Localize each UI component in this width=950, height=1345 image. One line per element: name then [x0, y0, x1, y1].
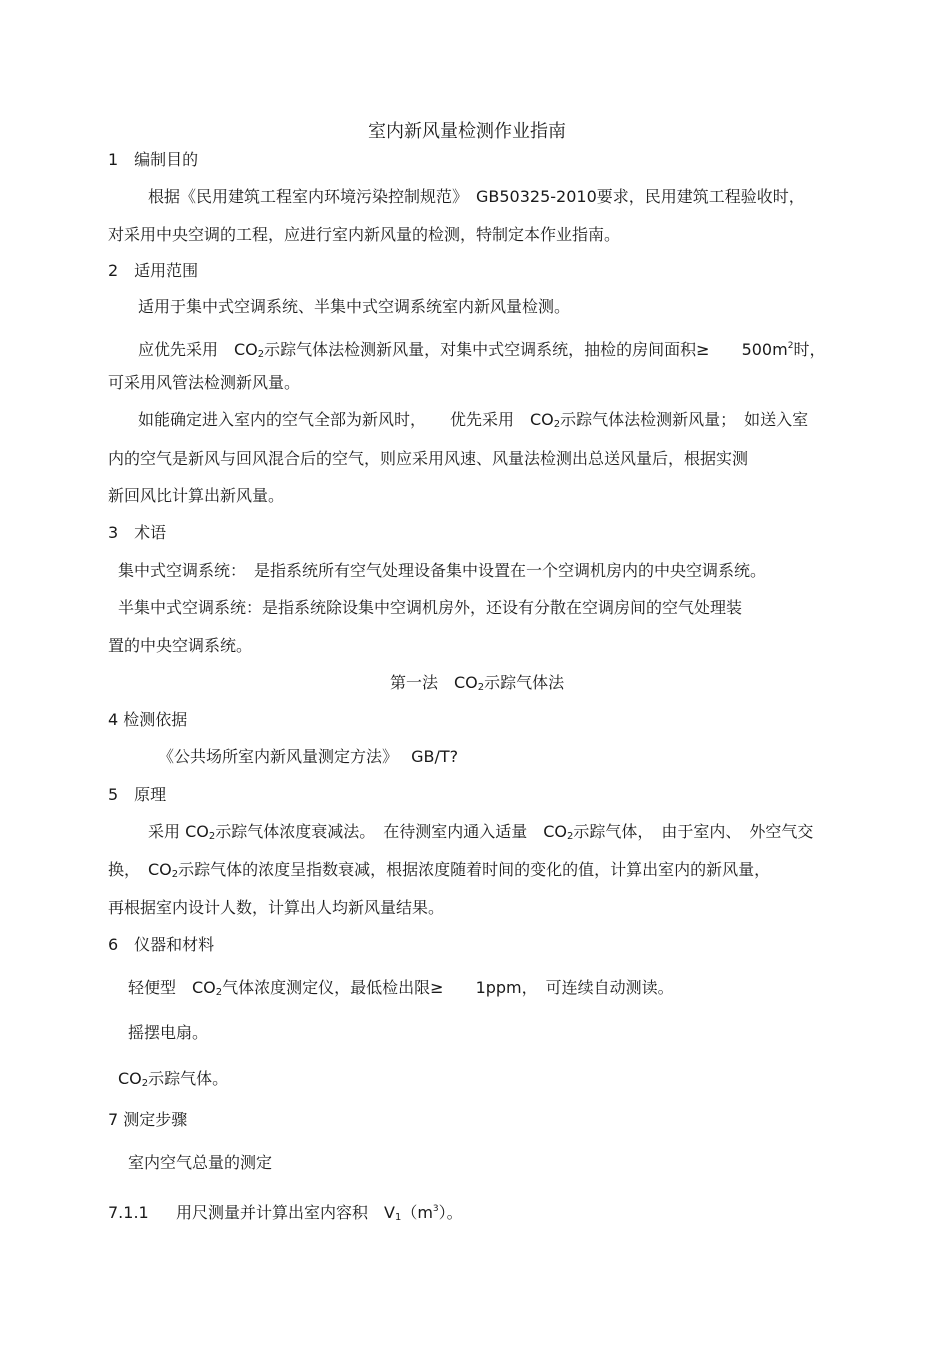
text: 示踪气体的浓度呈指数衰减，根据浓度随着时间的变化的值，计算出室内的新风量， [178, 860, 771, 879]
page-title: 室内新风量检测作业指南 [368, 121, 566, 142]
step-7-1-1 [108, 1199, 463, 1228]
text: 示踪气体， 由于室内、 外空气交 [573, 822, 814, 841]
method-1-title [390, 673, 564, 698]
section-4-para: 《公共场所室内新风量测定方法》 GB/T? [158, 747, 459, 766]
text: （m [401, 1203, 433, 1222]
section-5-line-3: 再根据室内设计人数，计算出人均新风量结果。 [108, 898, 445, 917]
instrument-3 [118, 1069, 228, 1094]
text: 换， CO [108, 860, 172, 879]
text: 如能确定进入室内的空气全部为新风时， 优先采用 CO [138, 410, 554, 429]
subscript: 1 [394, 1212, 402, 1223]
text: 示踪气体浓度衰减法。 在待测室内通入适量 CO [215, 822, 568, 841]
text: 用尺测量并计算出室内容积 V [176, 1203, 395, 1222]
section-6-heading: 6 仪器和材料 [108, 935, 215, 954]
subscript: 2 [141, 1078, 149, 1089]
section-1-line-2: 对采用中央空调的工程，应进行室内新风量的检测，特制定本作业指南。 [108, 225, 621, 244]
term-2-line-2: 置的中央空调系统。 [108, 636, 253, 655]
section-2-para-2-line-1 [138, 336, 825, 365]
text: CO [118, 1069, 142, 1088]
section-2-heading: 2 适用范围 [108, 261, 199, 280]
section-3-heading: 3 术语 [108, 523, 167, 542]
text: 采用 CO [148, 822, 209, 841]
text: 示踪气体法检测新风量； 如送入室 [560, 410, 809, 429]
text: 示踪气体法检测新风量，对集中式空调系统，抽检的房间面积≥ 500m [264, 340, 788, 359]
instrument-2: 摇摆电扇。 [128, 1023, 209, 1042]
subscript: 2 [477, 682, 485, 693]
subscript: 2 [553, 419, 561, 430]
section-7-subheading: 室内空气总量的测定 [128, 1153, 273, 1172]
text: 第一法 CO [390, 673, 478, 692]
section-5-line-2 [108, 860, 770, 885]
subscript: 2 [171, 869, 179, 880]
text: 示踪气体。 [148, 1069, 229, 1088]
section-5-line-1 [148, 822, 813, 847]
section-7-heading: 7 测定步骤 [108, 1110, 188, 1129]
subscript: 2 [208, 831, 216, 842]
section-2-para-1: 适用于集中式空调系统、半集中式空调系统室内新风量检测。 [138, 297, 571, 316]
text: 气体浓度测定仪，最低检出限≥ 1ppm， 可连续自动测读。 [222, 978, 674, 997]
term-1: 集中式空调系统： 是指系统所有空气处理设备集中设置在一个空调机房内的中央空调系统。 [118, 561, 767, 580]
section-2-para-3-line-2: 内的空气是新风与回风混合后的空气，则应采用风速、风量法检测出总送风量后，根据实测 [108, 449, 749, 468]
section-5-heading: 5 原理 [108, 785, 167, 804]
section-2-para-3-line-3: 新回风比计算出新风量。 [108, 486, 285, 505]
subscript: 2 [257, 349, 265, 360]
text: 应优先采用 CO [138, 340, 258, 359]
text: 轻便型 CO [128, 978, 216, 997]
instrument-1 [128, 978, 674, 1003]
section-4-heading: 4 检测依据 [108, 710, 188, 729]
section-2-para-3-line-1 [138, 410, 808, 435]
text: ）。 [438, 1203, 463, 1222]
section-1-heading: 1 编制目的 [108, 150, 199, 169]
step-number: 7.1.1 [108, 1203, 149, 1222]
text: 时， [793, 340, 826, 359]
subscript: 2 [567, 831, 574, 842]
subscript: 2 [215, 987, 223, 998]
superscript: 3 [432, 1204, 439, 1214]
text: 示踪气体法 [484, 673, 565, 692]
term-2-line-1: 半集中式空调系统：是指系统除设集中空调机房外，还设有分散在空调房间的空气处理装 [118, 598, 743, 617]
section-1-line-1: 根据《民用建筑工程室内环境污染控制规范》 GB50325-2010要求，民用建筑工程验收时， [148, 187, 805, 206]
superscript: 2 [787, 341, 794, 351]
section-2-para-2-line-2: 可采用风管法检测新风量。 [108, 373, 301, 392]
